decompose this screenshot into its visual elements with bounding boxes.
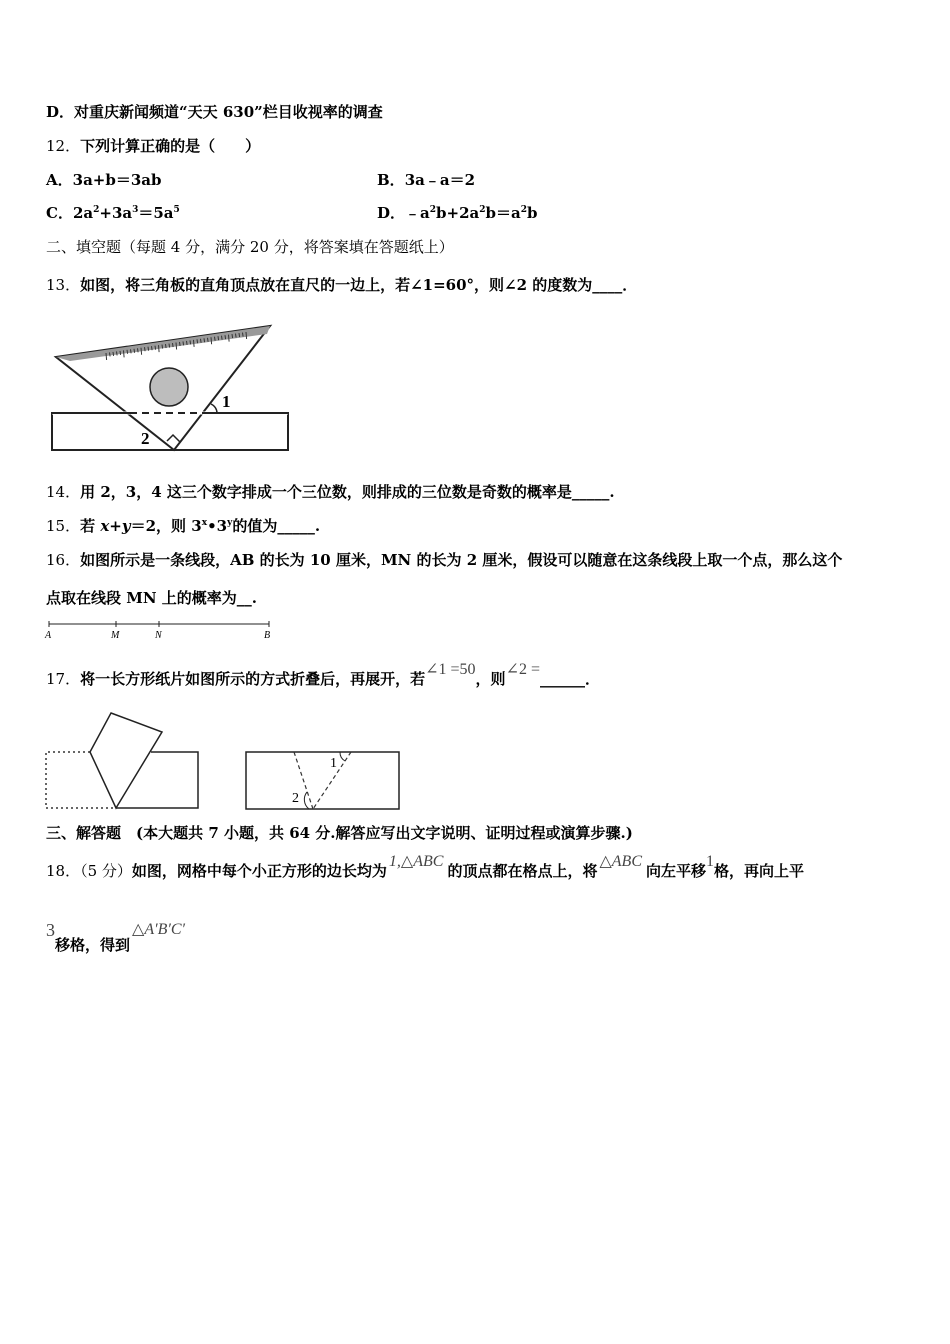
q12-option-b	[377, 170, 475, 190]
q18-score: （5 分）	[80, 862, 132, 880]
label-n: N	[155, 630, 162, 641]
q12-d-part: b＝a	[485, 204, 521, 222]
scale-tick	[201, 339, 202, 343]
scale-tick	[180, 342, 181, 346]
q15-var-x: x	[100, 517, 110, 535]
q12-d-part: ﹣a	[405, 204, 430, 222]
q12-option-c	[46, 203, 180, 223]
label-a: A	[45, 630, 52, 641]
scale-tick	[229, 335, 230, 342]
q18-math-4: 3	[46, 920, 55, 940]
q12-option-a	[46, 170, 162, 190]
scale-tick	[110, 352, 111, 356]
angle-2-label: 2	[292, 791, 299, 806]
q13-figure	[46, 320, 296, 455]
q12-d-part: b	[526, 204, 538, 222]
q15-var-y: y	[121, 517, 131, 535]
scale-tick	[215, 337, 216, 341]
q13-text: 如图，将三角板的直角顶点放在直尺的一边上，若∠1=60°，则∠2 的度数为____．	[80, 276, 638, 294]
scale-tick	[190, 340, 191, 344]
scale-tick	[176, 343, 177, 350]
angle-1-label: 1	[222, 392, 231, 411]
scale-tick	[187, 341, 188, 345]
q18-text-3: 向左平移	[646, 862, 707, 880]
scale-tick	[145, 347, 146, 351]
q16-stem-line2: 点取在线段 MN 上的概率为__.	[46, 589, 257, 607]
q18-math-5: △A′B′C′	[132, 921, 186, 938]
folded-flap	[90, 713, 162, 808]
q15-exp-y: y	[227, 518, 233, 528]
scale-tick	[243, 333, 244, 337]
q12-option-a-label: A．	[46, 171, 73, 189]
q15-part: 若	[80, 517, 101, 535]
scale-tick	[159, 345, 160, 352]
scale-tick	[141, 348, 142, 355]
q17-stem	[46, 661, 601, 690]
scale-tick	[127, 350, 128, 354]
q12-c-exp: 5	[173, 205, 180, 215]
scale-tick	[232, 334, 233, 338]
scale-tick	[152, 346, 153, 350]
q12-c-exp: 2	[93, 205, 100, 215]
scale-tick	[162, 345, 163, 349]
q16-text-1: 如图所示是一条线段，AB 的长为 10 厘米，MN 的长为 2 厘米，假设可以随意在这条线段上取一个点，那么这个	[80, 551, 843, 569]
q12-d-part: b+2a	[436, 204, 480, 222]
q14-text: 用 2，3，4 这三个数字排成一个三位数，则排成的三位数是奇数的概率是_____.	[80, 483, 615, 501]
scale-tick	[173, 343, 174, 347]
q13-number: 13．	[46, 276, 81, 294]
scale-tick	[155, 346, 156, 350]
q15-stem	[46, 516, 320, 536]
q18-number: 18．	[46, 862, 81, 880]
q18-stem-line1	[46, 853, 805, 882]
q12-option-a-text: 3a+b＝3ab	[72, 171, 162, 189]
scale-tick	[194, 340, 195, 347]
q18-text-4: 格，再向上平	[714, 862, 805, 880]
q14-number: 14．	[46, 483, 81, 501]
q15-part: 的值为_____.	[232, 517, 321, 535]
q11-option-d	[46, 102, 383, 122]
q12-option-d	[377, 203, 537, 223]
q17-fold-figure-right	[244, 750, 404, 812]
q12-d-exp: 2	[479, 205, 486, 215]
q12-c-part: +3a	[99, 204, 133, 222]
scale-tick	[236, 334, 237, 338]
q12-d-exp: 2	[429, 205, 437, 215]
q15-part: +	[109, 517, 122, 535]
q17-text-3: ______．	[540, 670, 601, 688]
scale-tick	[134, 349, 135, 353]
scale-tick	[222, 336, 223, 340]
scale-tick	[148, 347, 149, 351]
q15-part: •3	[207, 517, 228, 535]
scale-tick	[120, 351, 121, 355]
q18-math-3: 1	[706, 853, 715, 870]
q18-text-5: 移格，得到	[55, 936, 131, 954]
scale-tick	[131, 349, 132, 353]
label-b: B	[264, 630, 271, 641]
scale-tick	[246, 332, 247, 339]
q18-text-2: 的顶点都在格点上，将	[447, 862, 598, 880]
scale-tick	[204, 338, 205, 342]
q16-segment-figure	[44, 618, 276, 642]
label-m: M	[111, 630, 120, 641]
scale-tick	[183, 341, 184, 345]
scale-tick	[239, 333, 240, 337]
q14-stem	[46, 482, 615, 502]
q18-math-1: 1,△ABC	[388, 853, 444, 870]
q11-option-d-text: 对重庆新闻频道“天天 630”栏目收视率的调查	[74, 103, 383, 121]
q12-number: 12．	[46, 137, 81, 155]
angle-1-label: 1	[330, 756, 337, 771]
scale-tick	[166, 344, 167, 348]
q18-math-2: △ABC	[599, 853, 642, 870]
scale-tick	[218, 336, 219, 340]
q15-part: ＝2，则 3	[130, 517, 202, 535]
scale-tick	[106, 353, 107, 360]
scale-tick	[225, 335, 226, 339]
scale-tick	[208, 338, 209, 342]
angle-2-label: 2	[141, 429, 150, 448]
q12-c-exp: 3	[132, 205, 139, 215]
q12-option-c-label: C．	[46, 204, 73, 222]
scale-tick	[138, 348, 139, 352]
scale-tick	[211, 337, 212, 344]
q15-exp-x: x	[201, 518, 208, 528]
scale-tick	[169, 344, 170, 348]
q12-option-b-label: B．	[377, 171, 405, 189]
q16-number: 16．	[46, 551, 81, 569]
q17-fold-figure-left	[44, 710, 204, 814]
section2-heading: 二、填空题（每题 4 分，满分 20 分，将答案填在答题纸上）	[46, 238, 454, 256]
unfolded-paper	[246, 752, 399, 809]
scale-tick	[117, 351, 118, 355]
q18-stem-line2	[46, 920, 186, 954]
q17-math-angle1: ∠1 =50	[425, 661, 476, 678]
scale-tick	[197, 339, 198, 343]
q18-text-1: 如图，网格中每个小正方形的边长均为	[131, 862, 387, 880]
q12-c-part: ＝5a	[138, 204, 174, 222]
q11-option-d-label: D．	[46, 103, 75, 121]
q17-math-angle2: ∠2 =	[505, 661, 540, 678]
q17-text-1: 将一长方形纸片如图所示的方式折叠后，再展开，若	[80, 670, 426, 688]
scale-tick	[124, 350, 125, 357]
q12-option-b-text: 3a﹣a＝2	[404, 171, 476, 189]
q12-stem-text: 下列计算正确的是（ ）	[80, 137, 261, 155]
q12-c-part: 2a	[72, 204, 94, 222]
q16-stem-line1	[46, 550, 842, 570]
triangle-hole	[150, 368, 188, 406]
scale-tick	[113, 352, 114, 356]
q13-stem	[46, 275, 637, 295]
q12-d-exp: 2	[520, 205, 527, 215]
section3-heading: 三、解答题 (本大题共 7 小题，共 64 分.解答应写出文字说明、证明过程或演算步骤.)	[46, 824, 633, 842]
q15-text	[80, 517, 320, 535]
q12-option-d-label: D．	[377, 204, 406, 222]
q15-number: 15．	[46, 517, 81, 535]
q17-number: 17．	[46, 670, 81, 688]
angle-1-arc	[340, 752, 345, 761]
q12-stem	[46, 136, 260, 156]
q17-text-2: ，则	[475, 670, 506, 688]
